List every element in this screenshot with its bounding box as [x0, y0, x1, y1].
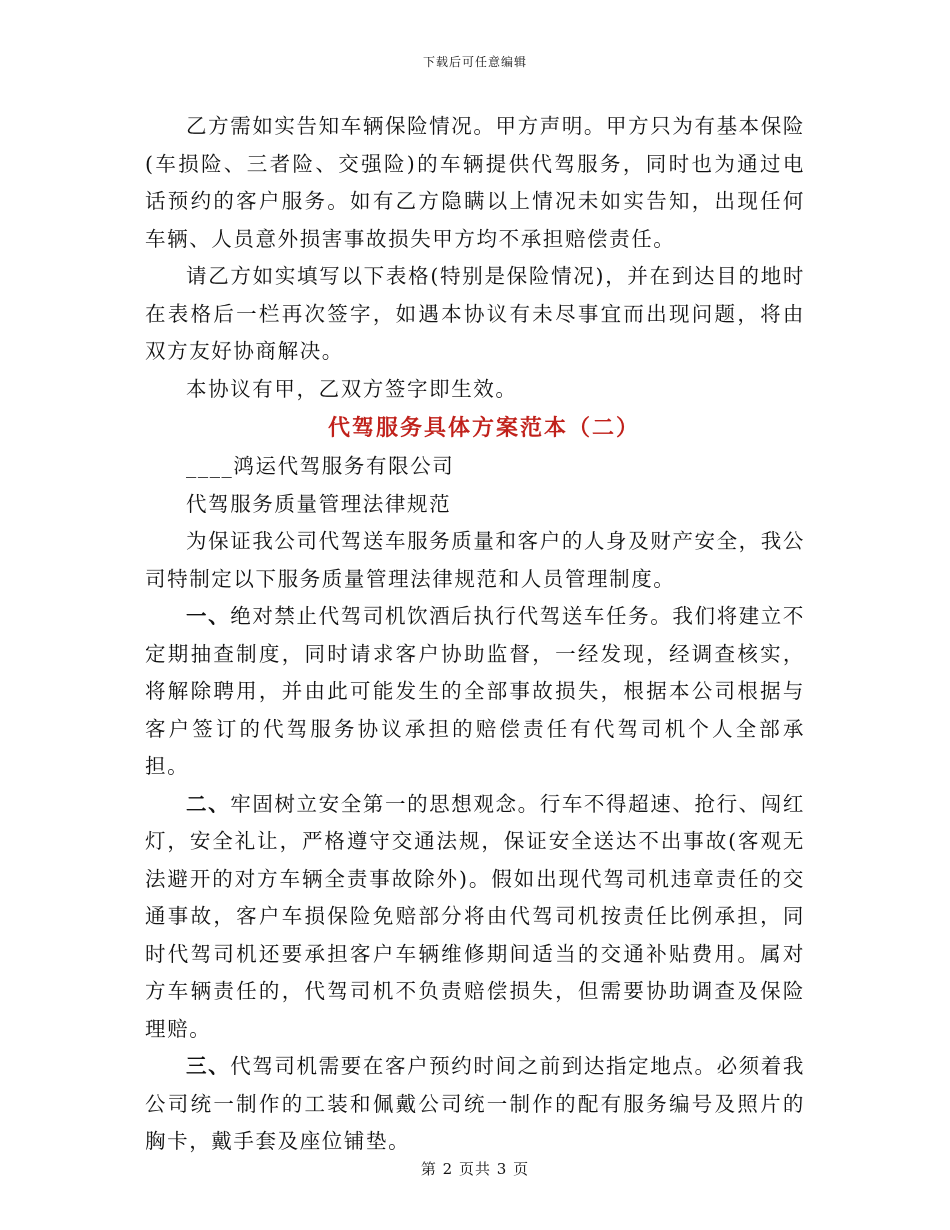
paragraph-effective-clause: 本协议有甲，乙双方签字即生效。 — [186, 376, 518, 401]
rule-item-2 — [145, 786, 805, 1049]
company-name: ____鸿运代驾服务有限公司 — [186, 454, 455, 478]
section-title: 代驾服务具体方案范本（二） — [327, 415, 640, 441]
page-number: 第 2 页共 3 页 — [420, 1160, 530, 1178]
rule-item-2-text: 牢固树立安全第一的思想观念。行车不得超速、抢行、闯红灯，安全礼让，严格遵守交通法规，保证安全送达不出事故(客观无法避开的对方车辆全责事故除外)。假如出现代驾司机违章责任的交通事故，客户车损保险免赔部分将由代驾司机按责任比例承担，同时代驾司机还要承担客户车辆维修期间适当的交通补贴费用。属对方车辆责任的，代驾司机不负责赔偿损失，但需要协助调查及保险理赔。 — [145, 791, 805, 1041]
document-subtitle: 代驾服务质量管理法律规范 — [186, 491, 452, 516]
rule-item-1-text: 绝对禁止代驾司机饮酒后执行代驾送车任务。我们将建立不定期抽查制度，同时请求客户协助监督，一经发现，经调查核实，将解除聘用，并由此可能发生的全部事故损失，根据本公司根据与客户签订的代驾服务协议承担的赔偿责任有代驾司机个人全部承担。 — [145, 604, 805, 778]
rule-item-2-number: 二、 — [186, 791, 231, 816]
paragraph-purpose: 为保证我公司代驾送车服务质量和客户的人身及财产安全，我公司特制定以下服务质量管理法律规范和人员管理制度。 — [145, 529, 805, 591]
rule-item-3-number: 三、 — [186, 1054, 231, 1078]
page-header-note: 下载后可任意编辑 — [422, 55, 527, 69]
rule-item-3-text: 代驾司机需要在客户预约时间之前到达指定地点。必须着我公司统一制作的工装和佩戴公司统一制作的配有服务编号及照片的胸卡，戴手套及座位铺垫。 — [145, 1054, 805, 1153]
rule-item-3 — [145, 1048, 805, 1161]
rule-item-1-number: 一、 — [186, 604, 231, 628]
rule-item-1 — [145, 598, 805, 786]
paragraph-insurance-notice: 乙方需如实告知车辆保险情况。甲方声明。甲方只为有基本保险(车损险、三者险、交强险)的车辆提供代驾服务，同时也为通过电话预约的客户服务。如有乙方隐瞒以上情况未如实告知，出现任何车辆、人员意外损害事故损失甲方均不承担赔偿责任。 — [145, 114, 805, 251]
paragraph-form-instructions: 请乙方如实填写以下表格(特别是保险情况)，并在到达目的地时在表格后一栏再次签字，如遇本协议有未尽事宜而出现问题，将由双方友好协商解决。 — [145, 264, 805, 363]
document-body — [145, 108, 805, 1161]
